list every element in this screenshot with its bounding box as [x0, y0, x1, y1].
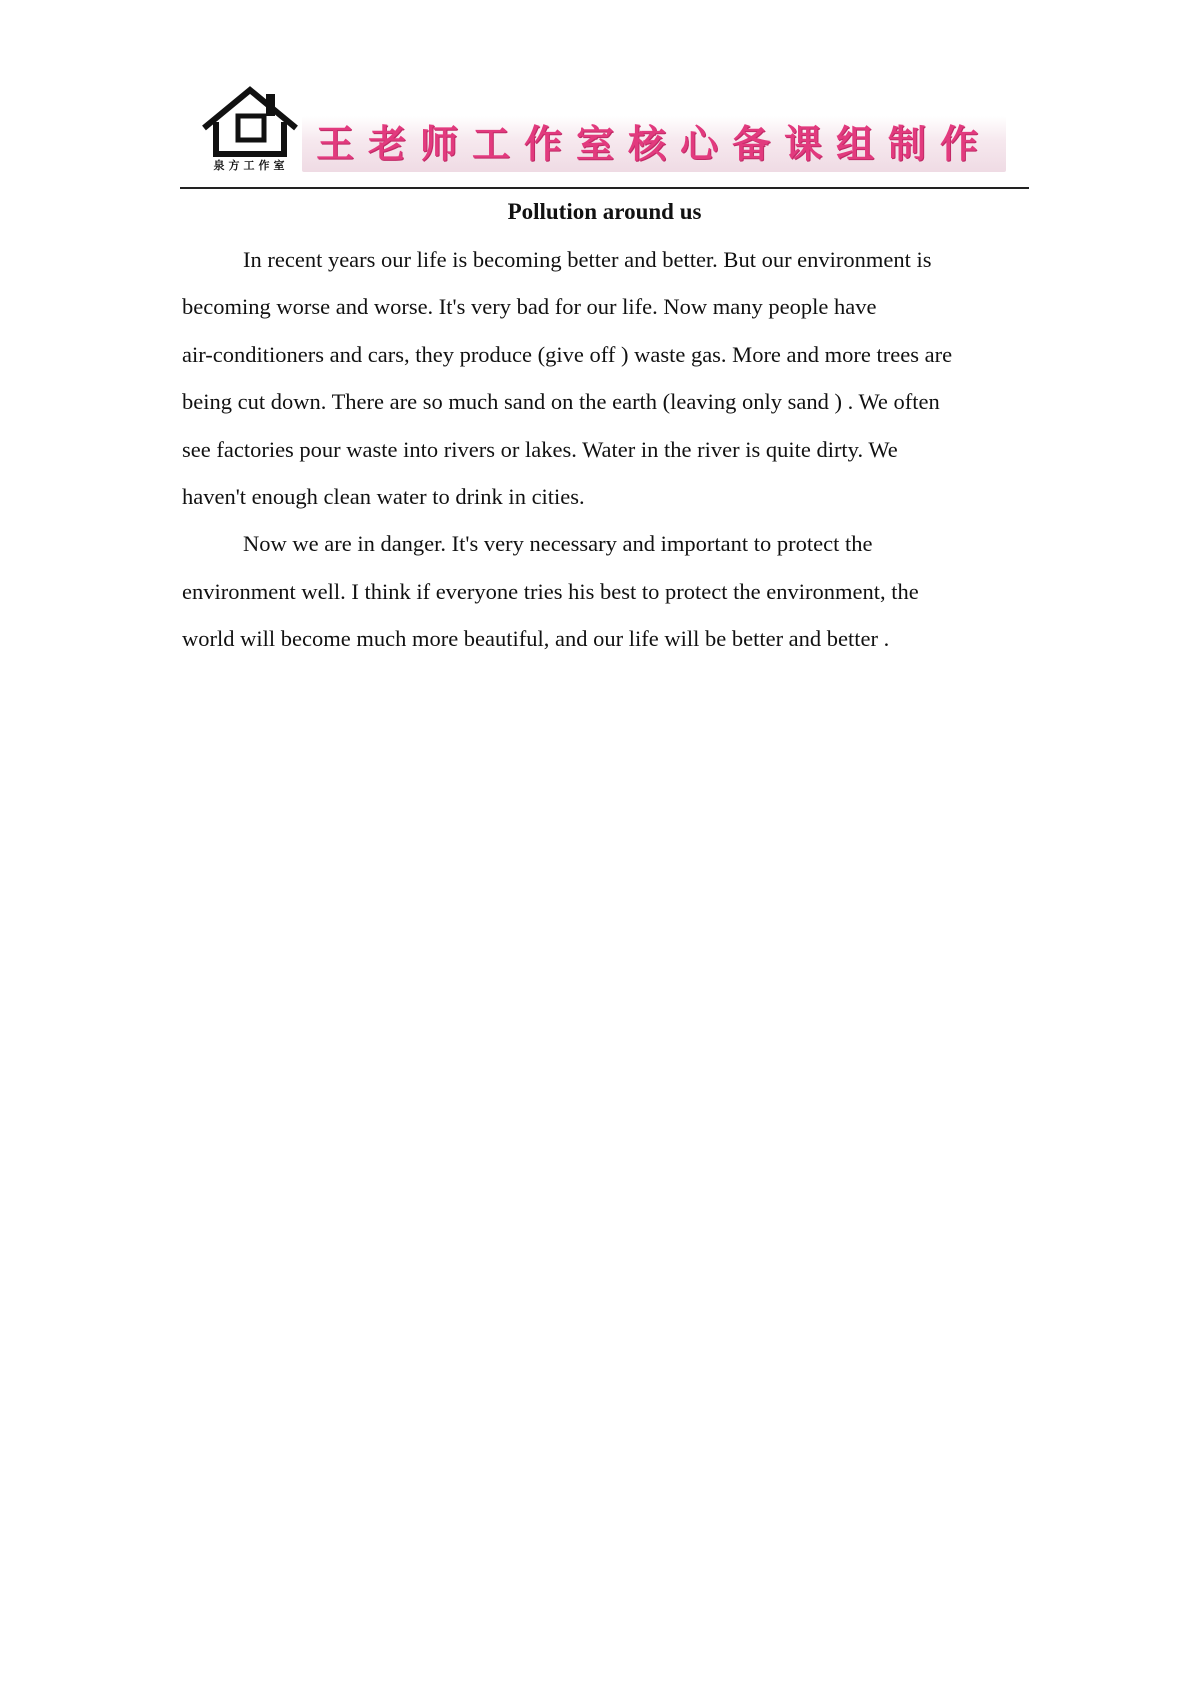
- studio-logo: [200, 86, 300, 178]
- paragraph-1: [182, 236, 1032, 520]
- article-body: [182, 236, 1032, 663]
- paragraph-line: world will become much more beautiful, and our life will be better and better .: [182, 626, 890, 652]
- studio-banner: [302, 116, 1006, 172]
- paragraph-line: being cut down. There are so much sand on the earth (leaving only sand ) . We often: [182, 389, 940, 415]
- paragraph-line: becoming worse and worse. It's very bad for our life. Now many people have: [182, 294, 877, 320]
- page-header: [180, 84, 1030, 184]
- paragraph-line: environment well. I think if everyone tries his best to protect the environment, the: [182, 578, 919, 604]
- header-divider: [180, 187, 1029, 189]
- banner-text: 王老师工作室核心备课组制作: [316, 121, 993, 166]
- paragraph-line: see factories pour waste into rivers or lakes. Water in the river is quite dirty. We: [182, 436, 898, 462]
- paragraph-line: air-conditioners and cars, they produce (give off ) waste gas. More and more trees are: [182, 341, 953, 367]
- article-title: Pollution around us: [507, 199, 702, 224]
- paragraph-2: [182, 520, 1032, 662]
- paragraph-line: haven't enough clean water to drink in cities.: [182, 484, 585, 510]
- logo-caption: 泉方工作室: [213, 159, 289, 172]
- paragraph-line: In recent years our life is becoming better and better. But our environment is: [243, 247, 932, 272]
- paragraph-line: Now we are in danger. It's very necessary and important to protect the: [243, 531, 873, 557]
